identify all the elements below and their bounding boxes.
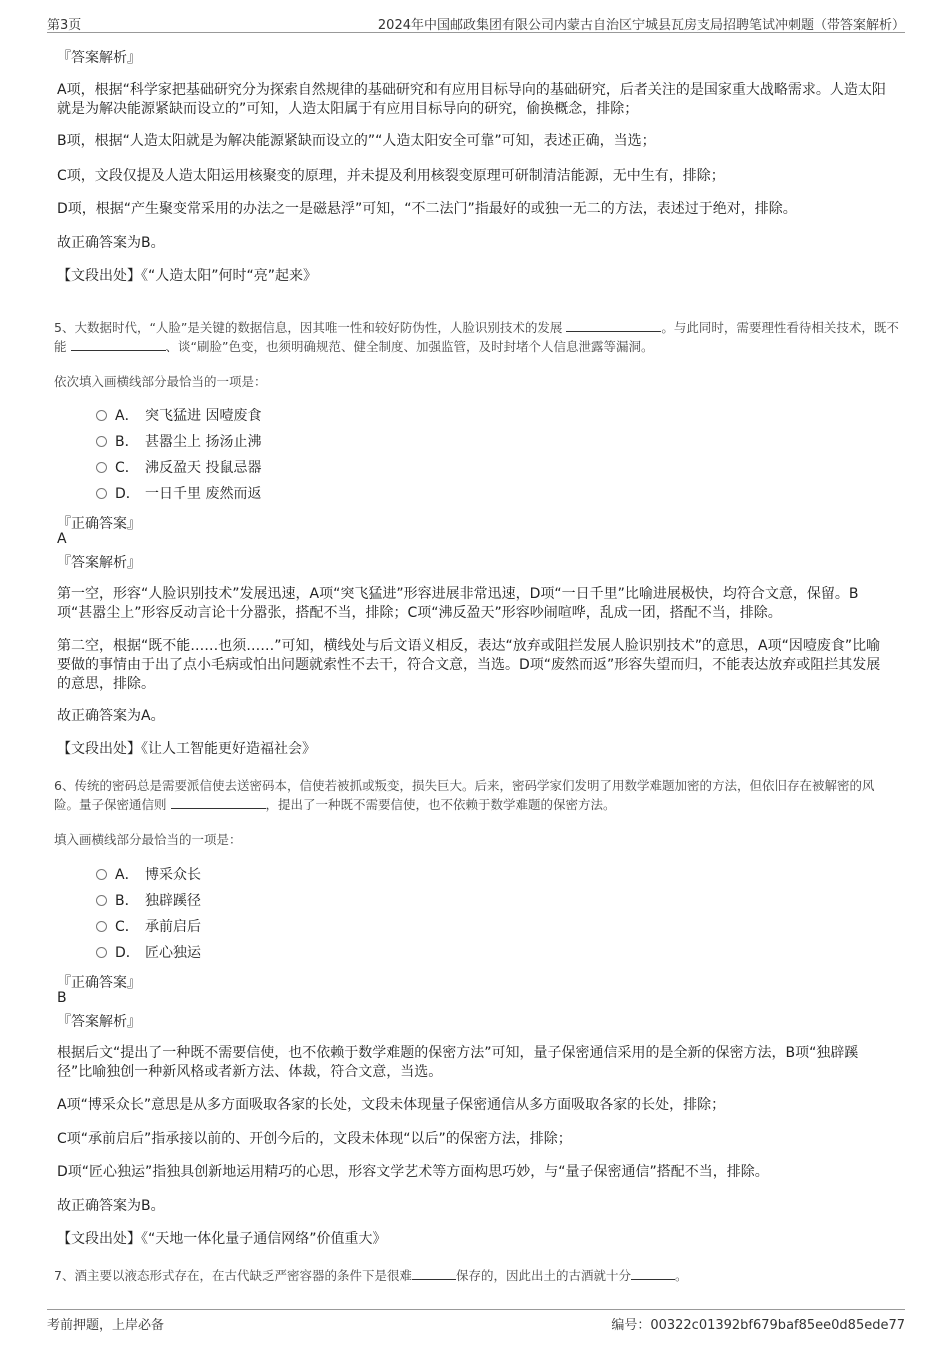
fill-blank xyxy=(631,1266,675,1280)
correct-answer: B xyxy=(57,990,67,1006)
radio-icon[interactable] xyxy=(96,462,107,473)
analysis-label: 『答案解析』 xyxy=(57,1014,141,1030)
option-d[interactable]: D． 一日千里 废然而返 xyxy=(96,484,261,504)
fill-blank xyxy=(566,318,661,332)
question-stem: 6、传统的密码总是需要派信使去送密码本，信使若被抓或叛变，损失巨大。后来，密码学家们发明了用数学难题加密的方法，但依旧存在被解密的风险。量子保密通信则 ，提出了一种既不需要信使，也不依赖于数学难题的保密方法。 xyxy=(54,778,875,812)
analysis-paragraph: D项“匠心独运”指独具创新地运用精巧的心思，形容文学艺术等方面构思巧妙，与“量子保密通信”搭配不当，排除。 xyxy=(57,1164,769,1180)
page-header xyxy=(47,12,905,33)
fill-blank xyxy=(71,337,166,351)
radio-icon[interactable] xyxy=(96,488,107,499)
analysis-paragraph: A项“博采众长”意思是从多方面吸取各家的长处，文段未体现量子保密通信从多方面吸取各家的长处，排除； xyxy=(57,1097,726,1113)
option-b[interactable]: B． 独辟蹊径 xyxy=(96,891,201,911)
correct-answer-label: 『正确答案』 xyxy=(57,975,141,991)
conclusion: 故正确答案为B。 xyxy=(57,1198,165,1214)
option-a[interactable]: A． 博采众长 xyxy=(96,865,201,885)
analysis-paragraph: D项，根据“产生聚变常采用的办法之一是磁悬浮”可知，“不二法门”指最好的或独一无二的方法，表述过于绝对，排除。 xyxy=(57,201,797,217)
radio-icon[interactable] xyxy=(96,410,107,421)
question-stem: 7、酒主要以液态形式存在，在古代缺乏严密容器的条件下是很难 保存的，因此出土的古酒就十分 。 xyxy=(54,1268,688,1283)
radio-icon[interactable] xyxy=(96,436,107,447)
source-citation: 【文段出处】《“人造太阳”何时“亮”起来》 xyxy=(57,268,318,284)
footer-slogan: 考前押题，上岸必备 xyxy=(47,1318,165,1333)
fill-blank xyxy=(412,1266,456,1280)
document-id: 编号：00322c01392bf679baf85ee0d85ede77 xyxy=(611,1318,905,1333)
analysis-label: 『答案解析』 xyxy=(57,50,141,66)
radio-icon[interactable] xyxy=(96,947,107,958)
radio-icon[interactable] xyxy=(96,921,107,932)
correct-answer-label: 『正确答案』 xyxy=(57,516,141,532)
fill-blank xyxy=(171,795,266,809)
analysis-paragraph: B项，根据“人造太阳就是为解决能源紧缺而设立的”“人造太阳安全可靠”可知，表述正确，当选； xyxy=(57,133,656,149)
source-citation: 【文段出处】《让人工智能更好造福社会》 xyxy=(57,741,316,757)
option-c[interactable]: C． 承前启后 xyxy=(96,917,201,937)
option-d[interactable]: D． 匠心独运 xyxy=(96,943,201,963)
document-title: 2024年中国邮政集团有限公司内蒙古自治区宁城县瓦房支局招聘笔试冲刺题（带答案解析） xyxy=(377,18,905,33)
option-c[interactable]: C． 沸反盈天 投鼠忌器 xyxy=(96,458,261,478)
analysis-paragraph: C项“承前启后”指承接以前的、开创今后的，文段未体现“以后”的保密方法，排除； xyxy=(57,1131,572,1147)
question-prompt: 填入画横线部分最恰当的一项是： xyxy=(54,832,242,847)
page-number: 第3页 xyxy=(47,18,82,33)
analysis-paragraph: 根据后文“提出了一种既不需要信使，也不依赖于数学难题的保密方法”可知，量子保密通信采用的是全新的保密方法，B项“独辟蹊径”比喻独创一种新风格或者新方法、体裁，符合文意，当选。 xyxy=(57,1045,859,1080)
source-citation: 【文段出处】《“天地一体化量子通信网络”价值重大》 xyxy=(57,1231,387,1247)
analysis-paragraph: 第一空，形容“人脸识别技术”发展迅速，A项“突飞猛进”形容进展非常迅速，D项“一日千里”比喻进展极快，均符合文意，保留。B项“甚嚣尘上”形容反动言论十分嚣张，搭配不当，排除；C项“沸反盈天”形容吵闹喧哗，乱成一团，搭配不当，排除。 xyxy=(57,586,859,621)
correct-answer: A xyxy=(57,531,67,547)
conclusion: 故正确答案为B。 xyxy=(57,235,165,251)
question-prompt: 依次填入画横线部分最恰当的一项是： xyxy=(54,374,267,389)
analysis-paragraph: A项，根据“科学家把基础研究分为探索自然规律的基础研究和有应用目标导向的基础研究，后者关注的是国家重大战略需求。人造太阳就是为解决能源紧缺而设立的”可知，人造太阳属于有应用目标导向的研究，偷换概念，排除； xyxy=(57,82,886,117)
radio-icon[interactable] xyxy=(96,869,107,880)
page-footer xyxy=(47,1309,905,1332)
option-b[interactable]: B． 甚嚣尘上 扬汤止沸 xyxy=(96,432,261,452)
question-stem: 5、大数据时代，“人脸”是关键的数据信息，因其唯一性和较好防伪性，人脸识别技术的发展 。与此同时，需要理性看待相关技术，既不能 、谈“刷脸”色变，也须明确规范、健全制度、加强监管，及时封堵个人信息泄露等漏洞。 xyxy=(54,320,899,354)
analysis-label: 『答案解析』 xyxy=(57,555,141,571)
option-a[interactable]: A． 突飞猛进 因噎废食 xyxy=(96,406,261,426)
analysis-paragraph: C项，文段仅提及人造太阳运用核聚变的原理，并未提及利用核裂变原理可研制清洁能源，无中生有，排除； xyxy=(57,168,725,184)
conclusion: 故正确答案为A。 xyxy=(57,708,165,724)
analysis-paragraph: 第二空，根据“既不能……也须……”可知，横线处与后文语义相反，表达“放弃或阻拦发展人脸识别技术”的意思，A项“因噎废食”比喻要做的事情由于出了点小毛病或怕出问题就索性不去干，符合文意，当选。D项“废然而返”形容失望而归，不能表达放弃或阻拦其发展的意思，排除。 xyxy=(57,638,881,692)
radio-icon[interactable] xyxy=(96,895,107,906)
